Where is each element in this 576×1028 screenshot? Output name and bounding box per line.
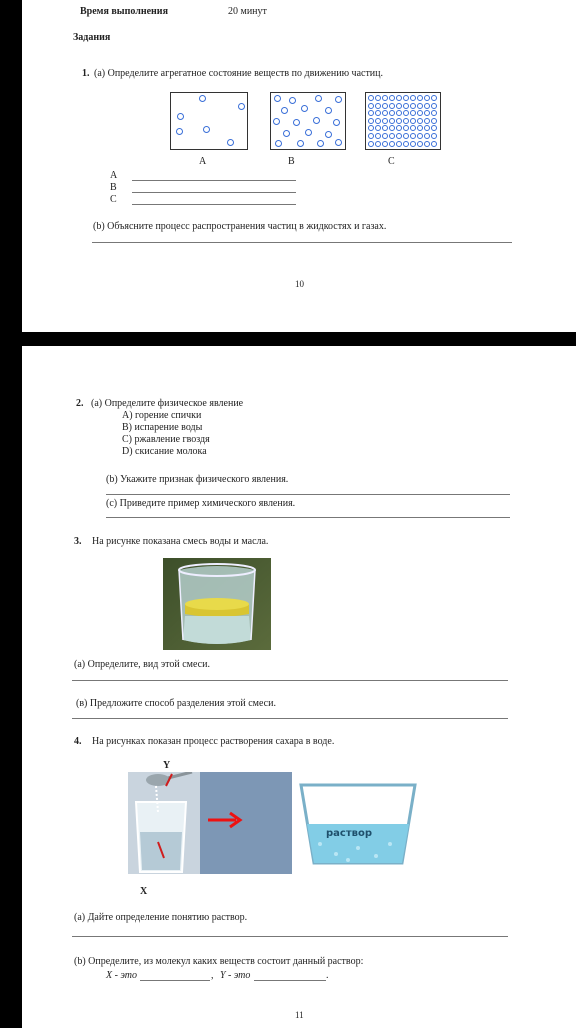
q4-x-label: X - это bbox=[106, 970, 137, 981]
particle bbox=[403, 133, 409, 139]
q2b-answer-line[interactable] bbox=[106, 494, 510, 495]
particle bbox=[431, 125, 437, 131]
time-label: Время выполнения bbox=[80, 6, 168, 17]
particle bbox=[396, 110, 402, 116]
answer-a-label: A bbox=[110, 170, 118, 181]
q3-number: 3. bbox=[74, 536, 82, 547]
particle bbox=[293, 119, 300, 126]
particle bbox=[301, 105, 308, 112]
q2b-text: (b) Укажите признак физического явления. bbox=[106, 474, 289, 485]
box-c-label: C bbox=[388, 156, 395, 167]
particle bbox=[368, 95, 374, 101]
particle bbox=[396, 141, 402, 147]
particle bbox=[417, 133, 423, 139]
q1a-text: (а) Определите агрегатное состояние веществ по движению частиц. bbox=[94, 68, 384, 79]
box-a-label: A bbox=[199, 156, 207, 167]
particle bbox=[333, 119, 340, 126]
particle bbox=[238, 103, 245, 110]
particle bbox=[176, 128, 183, 135]
q2-option-d: D) скисание молока bbox=[122, 446, 207, 457]
solution-label: раствор bbox=[326, 828, 372, 839]
q4a-text: (а) Дайте определение понятию раствор. bbox=[74, 912, 248, 923]
q2-number: 2. bbox=[76, 398, 84, 409]
particle bbox=[389, 118, 395, 124]
particle bbox=[177, 113, 184, 120]
q2-option-b: B) испарение воды bbox=[122, 422, 203, 433]
time-value: 20 минут bbox=[228, 6, 267, 17]
particle bbox=[368, 110, 374, 116]
particle bbox=[283, 130, 290, 137]
q3b-answer-line[interactable] bbox=[72, 718, 508, 719]
particle bbox=[335, 139, 342, 146]
sugar-dissolving-image bbox=[128, 772, 292, 874]
particle bbox=[389, 125, 395, 131]
q4-number: 4. bbox=[74, 736, 82, 747]
q1b-answer-line[interactable] bbox=[92, 242, 512, 243]
particle bbox=[396, 133, 402, 139]
particle bbox=[417, 118, 423, 124]
particle bbox=[375, 103, 381, 109]
answer-b-label: B bbox=[110, 182, 117, 193]
particle bbox=[313, 117, 320, 124]
particle bbox=[424, 103, 430, 109]
particle bbox=[368, 118, 374, 124]
particle bbox=[431, 133, 437, 139]
particle bbox=[382, 125, 388, 131]
page-number: 10 bbox=[295, 279, 304, 289]
water-oil-beaker-image bbox=[163, 558, 271, 650]
particle bbox=[297, 140, 304, 147]
particle bbox=[403, 95, 409, 101]
q3a-answer-line[interactable] bbox=[72, 680, 508, 681]
particle bbox=[410, 125, 416, 131]
particle bbox=[410, 133, 416, 139]
particle bbox=[403, 103, 409, 109]
q2-option-c: C) ржавление гвоздя bbox=[122, 434, 210, 445]
particles-box-a bbox=[170, 92, 248, 150]
q4-y-answer-line[interactable] bbox=[254, 980, 326, 981]
particles-box-c bbox=[365, 92, 441, 150]
particle bbox=[424, 95, 430, 101]
particle bbox=[403, 141, 409, 147]
particle bbox=[431, 110, 437, 116]
particle bbox=[375, 110, 381, 116]
particle bbox=[410, 110, 416, 116]
particle bbox=[396, 125, 402, 131]
particle bbox=[389, 103, 395, 109]
particle bbox=[424, 118, 430, 124]
q2c-answer-line[interactable] bbox=[106, 517, 510, 518]
tasks-heading: Задания bbox=[73, 32, 111, 43]
q4-x-answer-line[interactable] bbox=[140, 980, 210, 981]
particle bbox=[403, 125, 409, 131]
particle bbox=[289, 97, 296, 104]
q4b-text: (b) Определите, из молекул каких веществ состоит данный раствор: bbox=[74, 956, 364, 967]
particle bbox=[275, 140, 282, 147]
particle bbox=[424, 133, 430, 139]
box-b-label: B bbox=[288, 156, 295, 167]
q3a-text: (а) Определите, вид этой смеси. bbox=[74, 659, 210, 670]
particle bbox=[368, 125, 374, 131]
particle bbox=[431, 118, 437, 124]
particle bbox=[396, 95, 402, 101]
particle bbox=[325, 131, 332, 138]
particle bbox=[317, 140, 324, 147]
particle bbox=[375, 141, 381, 147]
q4-label-x: X bbox=[140, 886, 148, 897]
particle bbox=[431, 103, 437, 109]
particle bbox=[305, 129, 312, 136]
q4a-answer-line[interactable] bbox=[72, 936, 508, 937]
answer-c-label: C bbox=[110, 194, 117, 205]
particle bbox=[375, 125, 381, 131]
particle bbox=[417, 141, 423, 147]
particles-box-b bbox=[270, 92, 346, 150]
particle bbox=[431, 95, 437, 101]
particle bbox=[382, 110, 388, 116]
page-number: 11 bbox=[295, 1010, 304, 1020]
particle bbox=[382, 103, 388, 109]
answer-b-line[interactable] bbox=[132, 192, 296, 193]
particle bbox=[382, 141, 388, 147]
particle bbox=[368, 141, 374, 147]
worksheet-page-1 bbox=[22, 0, 576, 332]
particle bbox=[273, 118, 280, 125]
particle bbox=[403, 118, 409, 124]
q3-text: На рисунке показана смесь воды и масла. bbox=[92, 536, 269, 547]
particle bbox=[368, 103, 374, 109]
answer-c-line[interactable] bbox=[132, 204, 296, 205]
particle bbox=[389, 110, 395, 116]
q4-label-y: Y bbox=[163, 760, 171, 771]
particle bbox=[410, 141, 416, 147]
particle bbox=[396, 103, 402, 109]
particle bbox=[424, 110, 430, 116]
particle bbox=[375, 95, 381, 101]
particle bbox=[368, 133, 374, 139]
q4-text: На рисунках показан процесс растворения сахара в воде. bbox=[92, 736, 335, 747]
particle bbox=[281, 107, 288, 114]
particle bbox=[417, 110, 423, 116]
q1b-text: (b) Объясните процесс распространения частиц в жидкостях и газах. bbox=[93, 221, 387, 232]
particle bbox=[424, 125, 430, 131]
particle bbox=[274, 95, 281, 102]
particle bbox=[315, 95, 322, 102]
particle bbox=[431, 141, 437, 147]
particle bbox=[203, 126, 210, 133]
particle bbox=[403, 110, 409, 116]
particle bbox=[424, 141, 430, 147]
particle bbox=[375, 133, 381, 139]
particle bbox=[199, 95, 206, 102]
particle bbox=[382, 118, 388, 124]
particle bbox=[375, 118, 381, 124]
q2c-text: (с) Приведите пример химического явления. bbox=[106, 498, 296, 509]
particle bbox=[335, 96, 342, 103]
particle bbox=[396, 118, 402, 124]
q3b-text: (в) Предложите способ разделения этой смеси. bbox=[76, 698, 276, 709]
q4-y-label: Y - это bbox=[220, 970, 251, 981]
particle bbox=[417, 103, 423, 109]
particle bbox=[389, 141, 395, 147]
particle bbox=[227, 139, 234, 146]
particle bbox=[410, 95, 416, 101]
particle bbox=[389, 95, 395, 101]
particle bbox=[410, 103, 416, 109]
q2-option-a: A) горение спички bbox=[122, 410, 202, 421]
q1-number: 1. bbox=[82, 68, 90, 79]
particle bbox=[382, 133, 388, 139]
particle bbox=[417, 95, 423, 101]
particle bbox=[382, 95, 388, 101]
q2a-text: (а) Определите физическое явление bbox=[91, 398, 244, 409]
particle bbox=[389, 133, 395, 139]
answer-a-line[interactable] bbox=[132, 180, 296, 181]
particle bbox=[325, 107, 332, 114]
particle bbox=[410, 118, 416, 124]
worksheet-page-2: 2. (а) Определите физическое явление A) горение спички B) испарение воды C) ржавление гвоздя D) скисание молока (b) Укажите признак физического явления. (с) Приведите пример химического явления. 3. На рисунке показана смесь воды и масла. (а) Определите, вид этой смеси. (в) Предложите способ разделения этой смеси. 4. На рисунках показан процесс растворения сахара в воде. Y раствор X (а) Дайте определение понятию раствор. (b) Определите, из молекул каких веществ состоит данный раствор: X - это , Y - это . 11 bbox=[22, 346, 576, 1028]
solution-container-image bbox=[298, 782, 418, 866]
particle bbox=[417, 125, 423, 131]
